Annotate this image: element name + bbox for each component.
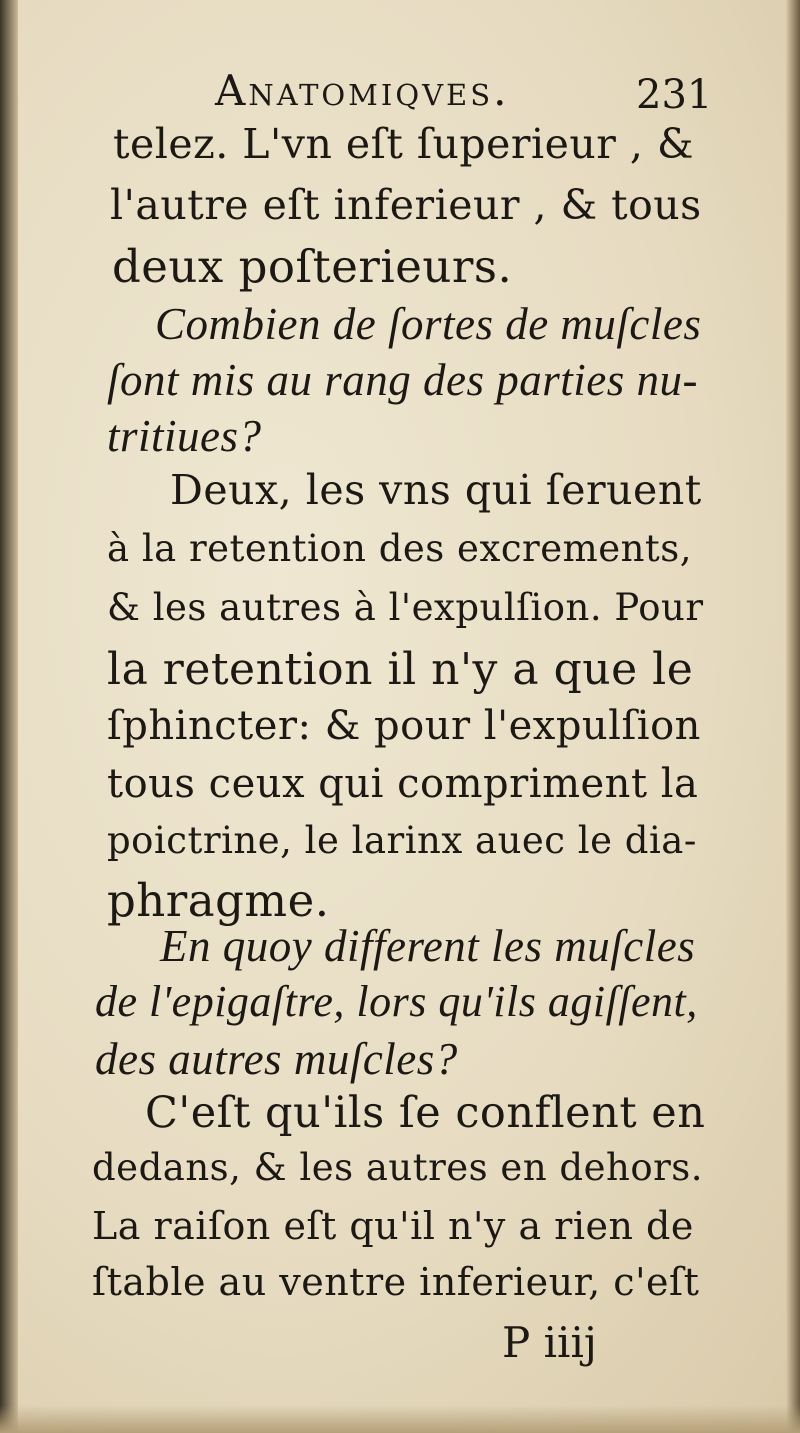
- question-line: de l'epigaſtre, lors qu'ils agiſſent,: [95, 977, 698, 1026]
- page-edge: [786, 0, 800, 1433]
- text-line: phragme.: [107, 874, 330, 927]
- question-line: En quoy different les muſcles: [160, 921, 696, 971]
- question-line: tritiues?: [107, 411, 262, 461]
- running-title: Anatomiqves.: [215, 66, 510, 115]
- text-line: deux poſterieurs.: [112, 240, 513, 293]
- page-bottom-edge: [0, 1405, 800, 1433]
- text-line: poictrine, le larinx auec le dia-: [107, 819, 697, 862]
- text-line: ſtable au ventre inferieur, c'eſt: [92, 1260, 700, 1304]
- text-line: ſphincter: & pour l'expulſion: [107, 703, 701, 749]
- text-line: C'eſt qu'ils ſe conflent en: [145, 1088, 706, 1138]
- text-line: à la retention des excrements,: [107, 527, 693, 570]
- question-line: des autres muſcles?: [95, 1034, 458, 1084]
- question-line: ſont mis au rang des parties nu-: [107, 355, 699, 405]
- text-line: l'autre eſt inferieur , & tous: [110, 181, 702, 229]
- page-number: 231: [636, 72, 713, 118]
- question-line: Combien de ſortes de muſcles: [155, 299, 702, 349]
- signature-mark: P iiij: [502, 1318, 597, 1367]
- text-line: & les autres à l'expulſion. Pour: [107, 586, 704, 629]
- text-line: Deux, les vns qui ſeruent: [170, 466, 702, 514]
- text-line: La raiſon eſt qu'il n'y a rien de: [92, 1204, 694, 1248]
- text-line: tous ceux qui compriment la: [107, 761, 699, 807]
- text-line: telez. L'vn eſt ſuperieur , &: [113, 120, 694, 168]
- text-line: dedans, & les autres en dehors.: [92, 1146, 704, 1189]
- page-gutter-shadow: [0, 0, 18, 1433]
- text-line: la retention il n'y a que le: [107, 644, 694, 695]
